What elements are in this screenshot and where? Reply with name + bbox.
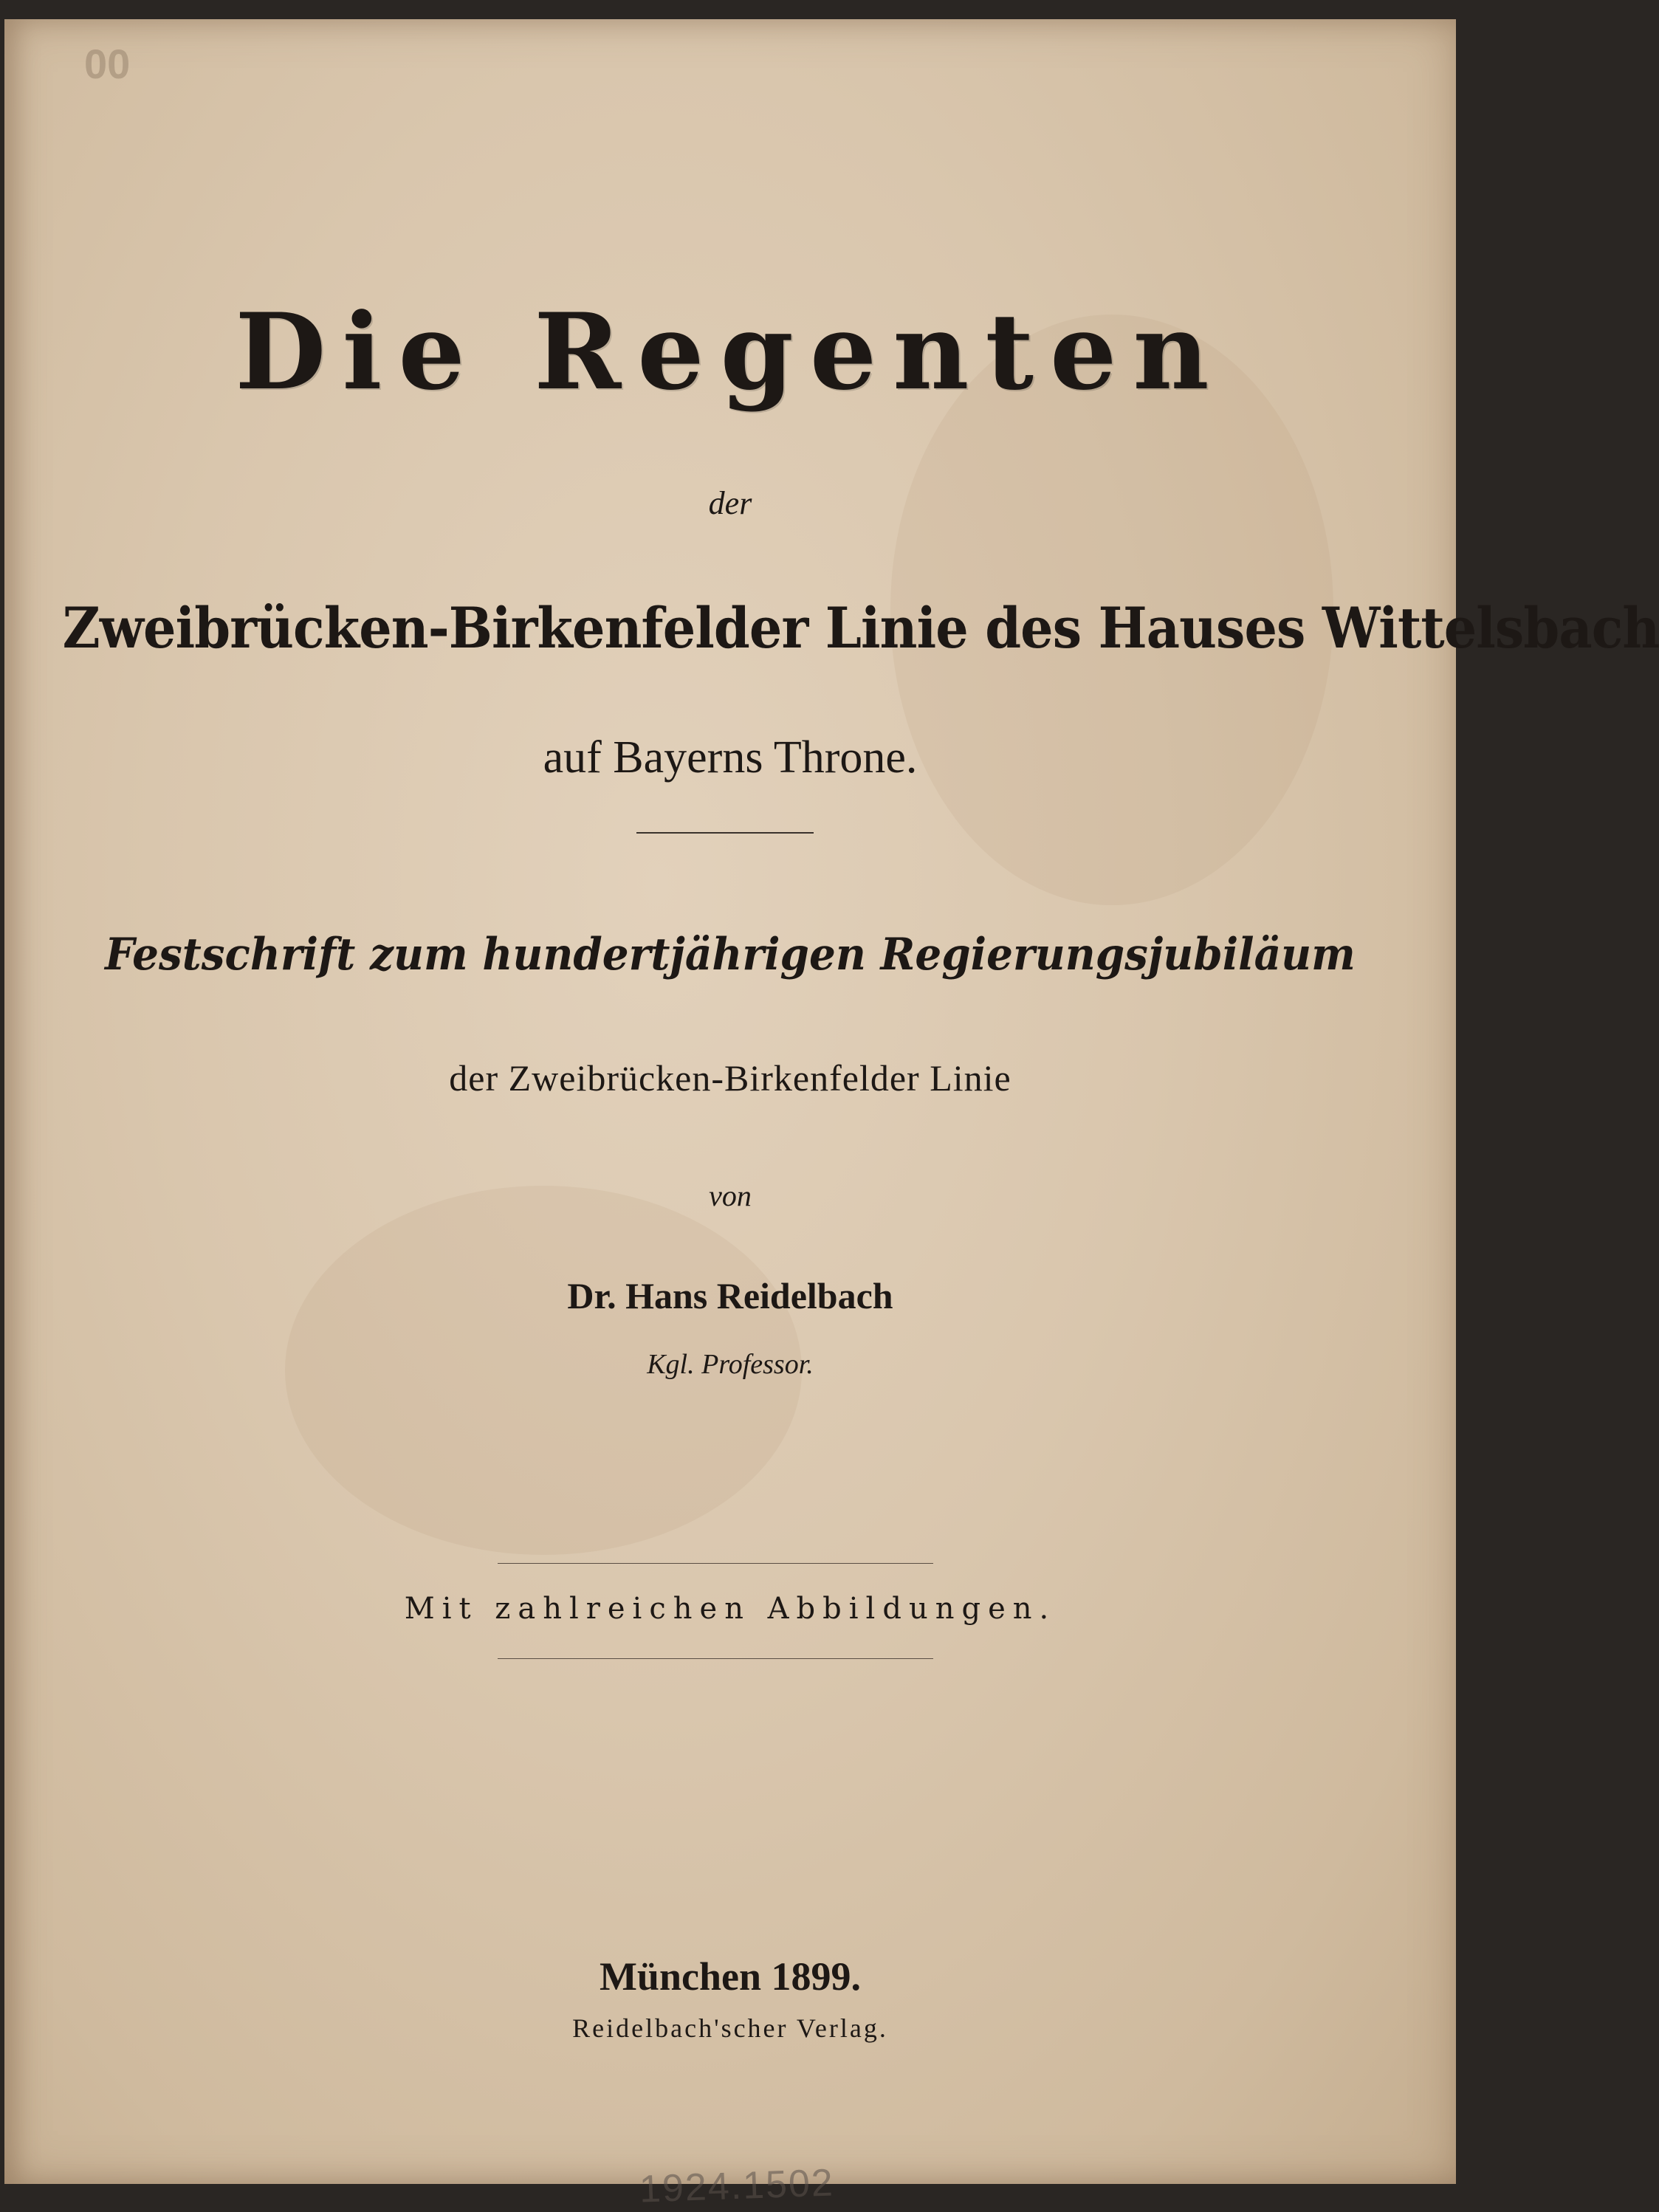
author-title: Kgl. Professor. (647, 1349, 814, 1380)
shelfmark-pencil: 1924.1502 (639, 2161, 835, 2211)
corner-pencil-mark: 00 (84, 41, 131, 87)
subtitle-line-2: der Zweibrücken-Birkenfelder Linie (449, 1057, 1011, 1099)
author-name: Dr. Hans Reidelbach (567, 1275, 893, 1316)
page-title: Die Regenten (235, 291, 1226, 413)
by-text: von (709, 1179, 752, 1212)
dynasty-line: Zweibrücken-Birkenfelder Linie des Hauses Wittelsbach (62, 595, 1659, 661)
publisher: Reidelbach'scher Verlag. (572, 2013, 888, 2043)
connector-text: der (708, 485, 752, 521)
illustrations-note: Mit zahlreichen Abbildungen. (404, 1592, 1057, 1626)
divider-rule-top (498, 1563, 933, 1564)
subtitle: Festschrift zum hundertjährigen Regierungsjubiläum (105, 929, 1356, 980)
book-page (4, 19, 1659, 2211)
place-year: München 1899. (599, 1954, 862, 1999)
divider-rule (636, 832, 814, 834)
throne-line: auf Bayerns Throne. (543, 732, 918, 783)
divider-rule-bottom (498, 1658, 933, 1659)
